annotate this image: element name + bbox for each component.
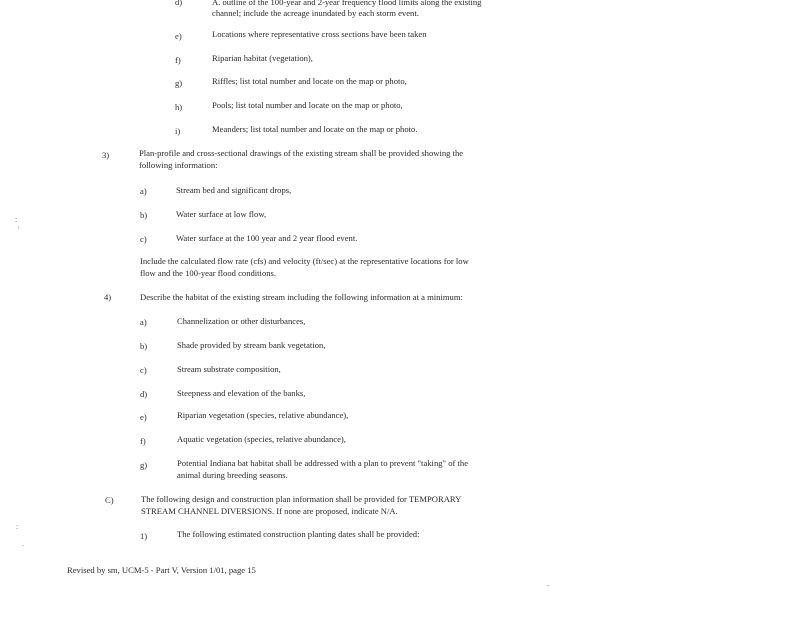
list-text: channel; include the acreage inundated by each storm event.: [212, 8, 419, 18]
sub-marker: f): [140, 436, 146, 446]
sub-text: Riparian vegetation (species, relative abundance),: [177, 410, 349, 420]
list-text: Describe the habitat of the existing stream including the following information at a minimum:: [140, 292, 463, 302]
sub-text: Shade provided by stream bank vegetation,: [177, 340, 326, 350]
section-marker: C): [105, 495, 114, 505]
sub-text: Channelization or other disturbances,: [177, 316, 306, 326]
sub-marker: c): [140, 365, 147, 375]
page-footer: Revised by sm, UCM-5 - Part V, Version 1/01, page 15: [67, 565, 256, 575]
scan-artifact: :: [16, 522, 19, 531]
sub-text: Steepness and elevation of the banks,: [177, 388, 306, 398]
list-text: Locations where representative cross sections have been taken: [212, 29, 427, 39]
sub-text: animal during breeding seasons.: [177, 470, 288, 480]
list-marker: e): [175, 31, 182, 41]
sub-marker: c): [140, 234, 147, 244]
list-marker: f): [175, 55, 181, 65]
sub-marker: g): [140, 460, 148, 470]
note-text: Include the calculated flow rate (cfs) and velocity (ft/sec) at the representative locations for low: [140, 256, 469, 266]
list-text: The following estimated construction planting dates shall be provided:: [177, 529, 420, 539]
sub-text: Potential Indiana bat habitat shall be addressed with a plan to prevent "taking" of the: [177, 458, 469, 468]
scan-artifact: ': [18, 225, 20, 234]
scan-artifact: -: [547, 581, 550, 590]
sub-marker: d): [140, 389, 148, 399]
list-text: Pools; list total number and locate on the map or photo,: [212, 100, 403, 110]
sub-marker: b): [140, 341, 148, 351]
list-text: Meanders; list total number and locate on the map or photo.: [212, 124, 418, 134]
sub-text: Water surface at the 100 year and 2 year flood event.: [176, 233, 358, 243]
sub-text: Aquatic vegetation (species, relative abundance),: [177, 434, 346, 444]
list-marker: i): [175, 126, 181, 136]
list-text: following information:: [139, 160, 218, 170]
sub-text: Water surface at low flow,: [176, 209, 267, 219]
list-marker: 3): [102, 150, 110, 160]
sub-marker: e): [140, 412, 147, 422]
list-text: Riparian habitat (vegetation),: [212, 53, 313, 63]
scan-artifact: .: [22, 539, 24, 548]
list-text: Plan-profile and cross-sectional drawings of the existing stream shall be provided showing the: [139, 148, 464, 158]
list-text: A. outline of the 100-year and 2-year frequency flood limits along the existing: [212, 0, 482, 7]
section-text: The following design and construction plan information shall be provided for TEMPORARY: [141, 494, 462, 504]
sub-text: Stream substrate composition,: [177, 364, 281, 374]
sub-marker: b): [140, 210, 148, 220]
list-text: Riffles; list total number and locate on the map or photo,: [212, 76, 407, 86]
sub-text: Stream bed and significant drops,: [176, 185, 292, 195]
list-marker: 1): [140, 531, 148, 541]
note-text: flow and the 100-year flood conditions.: [140, 268, 277, 278]
section-text: STREAM CHANNEL DIVERSIONS. If none are proposed, indicate N/A.: [141, 506, 398, 516]
sub-marker: a): [140, 186, 147, 196]
list-marker: h): [175, 102, 183, 112]
list-marker: 4): [104, 292, 112, 302]
list-marker: g): [175, 78, 183, 88]
list-marker: d): [175, 0, 183, 7]
sub-marker: a): [140, 317, 147, 327]
scan-artifact: :: [15, 215, 18, 224]
